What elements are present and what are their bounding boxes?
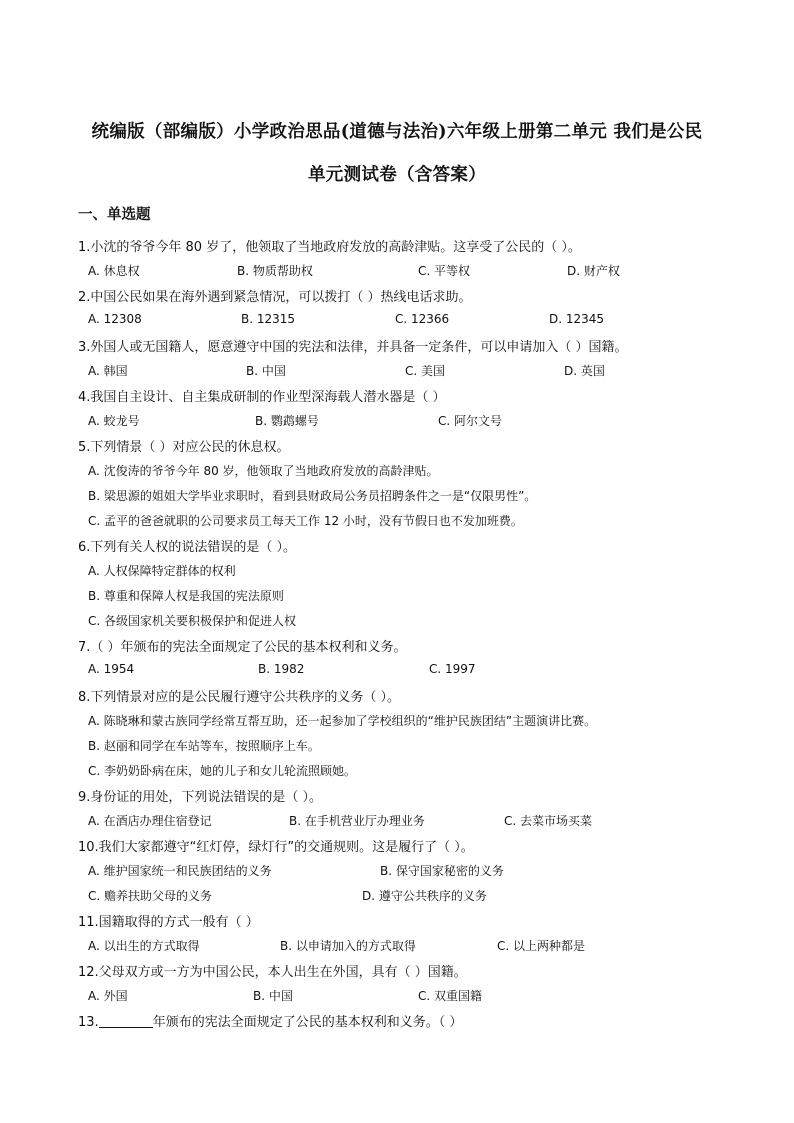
question-1-option-c: C. 平等权 <box>418 264 471 278</box>
question-13 <box>78 1011 462 1030</box>
question-13-blank <box>99 1015 153 1028</box>
question-9-option-a: A. 在酒店办理住宿登记 <box>88 814 212 828</box>
question-1: 1.小沈的爷爷今年 80 岁了，他领取了当地政府发放的高龄津贴。这享受了公民的（ ）。 <box>78 240 581 255</box>
question-5-option-a: A. 沈俊涛的爷爷今年 80 岁，他领取了当地政府发放的高龄津贴。 <box>88 464 439 478</box>
document-title-line2: 单元测试卷（含答案） <box>308 165 486 185</box>
question-4-option-c: C. 阿尔文号 <box>438 414 503 428</box>
question-5-option-c: C. 孟平的爸爸就职的公司要求员工每天工作 12 小时，没有节假日也不发加班费。 <box>88 514 523 528</box>
question-10: 10.我们大家都遵守“红灯停，绿灯行”的交通规则。这是履行了（ ）。 <box>78 840 474 855</box>
question-12-option-a: A. 外国 <box>88 989 128 1003</box>
question-10-option-a: A. 维护国家统一和民族团结的义务 <box>88 864 272 878</box>
question-2-option-b: B. 12315 <box>241 312 296 326</box>
question-11-option-a: A. 以出生的方式取得 <box>88 939 200 953</box>
section-heading: 一、单选题 <box>78 207 151 223</box>
question-12-option-c: C. 双重国籍 <box>418 989 483 1003</box>
question-1-option-b: B. 物质帮助权 <box>237 264 313 278</box>
question-2-option-d: D. 12345 <box>549 312 605 326</box>
question-7-option-a: A. 1954 <box>88 662 135 676</box>
question-4: 4.我国自主设计、自主集成研制的作业型深海载人潜水器是（ ） <box>78 390 446 405</box>
question-11: 11.国籍取得的方式一般有（ ） <box>78 915 259 930</box>
question-3-option-c: C. 美国 <box>405 364 446 378</box>
question-2-option-a: A. 12308 <box>88 312 142 326</box>
question-6-option-a: A. 人权保障特定群体的权利 <box>88 564 236 578</box>
question-6-option-c: C. 各级国家机关要积极保护和促进人权 <box>88 614 297 628</box>
question-3: 3.外国人或无国籍人，愿意遵守中国的宪法和法律，并具备一定条件，可以申请加入（ ）国籍。 <box>78 340 628 355</box>
question-2: 2.中国公民如果在海外遇到紧急情况，可以拨打（ ）热线电话求助。 <box>78 290 472 305</box>
question-1-option-a: A. 休息权 <box>88 264 140 278</box>
question-10-option-b: B. 保守国家秘密的义务 <box>380 864 504 878</box>
question-10-option-d: D. 遵守公共秩序的义务 <box>362 889 487 903</box>
question-9-option-c: C. 去菜市场买菜 <box>504 814 593 828</box>
question-5: 5.下列情景（ ）对应公民的休息权。 <box>78 440 290 455</box>
question-8-option-a: A. 陈晓琳和蒙古族同学经常互帮互助，还一起参加了学校组织的“维护民族团结”主题演讲比赛。 <box>88 714 597 728</box>
question-8-option-c: C. 李奶奶卧病在床，她的儿子和女儿轮流照顾她。 <box>88 764 357 778</box>
question-13-text: 年颁布的宪法全面规定了公民的基本权利和义务。（ ） <box>152 1015 463 1030</box>
question-9: 9.身份证的用处，下列说法错误的是（ ）。 <box>78 790 323 805</box>
question-12: 12.父母双方或一方为中国公民，本人出生在外国，具有（ ）国籍。 <box>78 965 467 980</box>
question-10-option-c: C. 赡养扶助父母的义务 <box>88 889 213 903</box>
question-11-option-c: C. 以上两种都是 <box>497 939 586 953</box>
question-7: 7.（ ）年颁布的宪法全面规定了公民的基本权利和义务。 <box>78 640 407 655</box>
question-4-option-b: B. 鹦鹉螺号 <box>255 414 319 428</box>
question-13-number: 13. <box>78 1015 99 1030</box>
question-8: 8.下列情景对应的是公民履行遵守公共秩序的义务（ ）。 <box>78 690 401 705</box>
question-8-option-b: B. 赵丽和同学在车站等车，按照顺序上车。 <box>88 739 320 753</box>
question-3-option-d: D. 英国 <box>564 364 605 378</box>
question-3-option-b: B. 中国 <box>246 364 286 378</box>
question-3-option-a: A. 韩国 <box>88 364 128 378</box>
question-1-option-d: D. 财产权 <box>567 264 620 278</box>
question-7-option-c: C. 1997 <box>429 662 476 676</box>
question-2-option-c: C. 12366 <box>395 312 450 326</box>
question-12-option-b: B. 中国 <box>253 989 293 1003</box>
question-6-option-b: B. 尊重和保障人权是我国的宪法原则 <box>88 589 284 603</box>
document-title-line1: 统编版（部编版）小学政治思品(道德与法治)六年级上册第二单元 我们是公民 <box>91 122 703 142</box>
question-9-option-b: B. 在手机营业厅办理业务 <box>289 814 425 828</box>
question-4-option-a: A. 蛟龙号 <box>88 414 140 428</box>
question-11-option-b: B. 以申请加入的方式取得 <box>280 939 416 953</box>
question-5-option-b: B. 梁思源的姐姐大学毕业求职时，看到县财政局公务员招聘条件之一是“仅限男性”。 <box>88 489 537 503</box>
question-7-option-b: B. 1982 <box>258 662 305 676</box>
question-6: 6.下列有关人权的说法错误的是（ ）。 <box>78 540 297 555</box>
